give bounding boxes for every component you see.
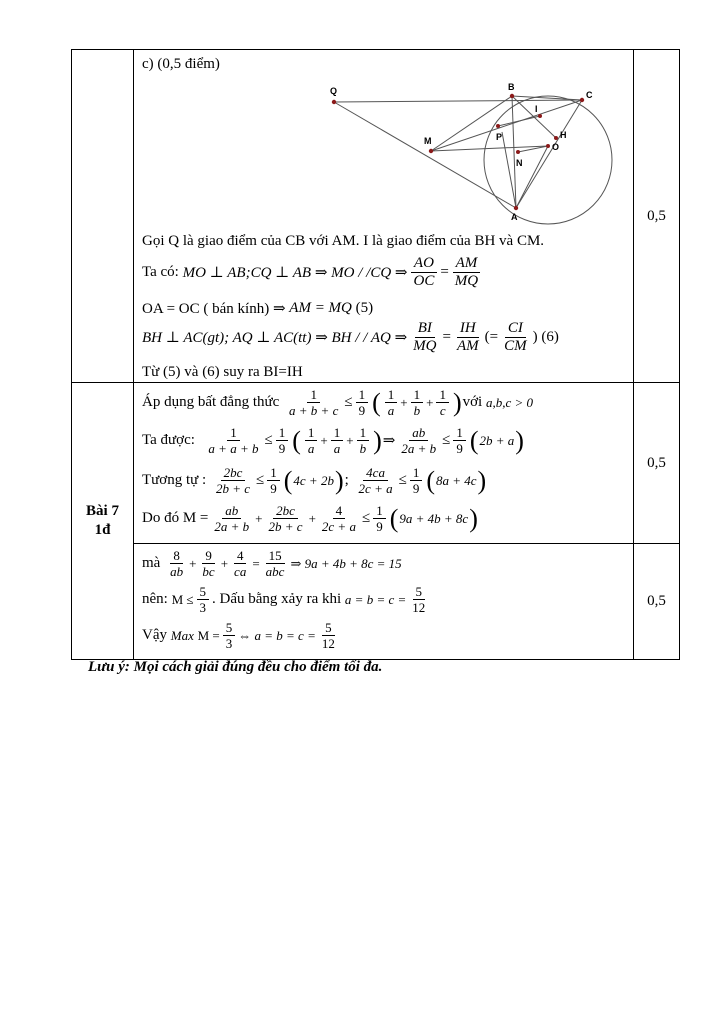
bai7-cell2-line2: nên: M ≤ $\frac{5}{3}$ . Dấu bằng xảy ra khi a = b = c = $\frac{5}{12}$ xyxy=(142,584,426,615)
point-label: M xyxy=(424,136,432,146)
bai7-line2: Ta được: $\frac{1}{a + a + b}$ ≤ $\frac{1}{9}$ ( $\frac{1}{a}$ + $\frac{1}{a}$ + $\frac{1}{b}$ ) ⇒ $\frac{ab}{2a + b}$ ≤ $\frac{1}{9}$ ( 2b + a ) xyxy=(142,425,524,456)
footnote: Lưu ý: Mọi cách giải đúng đều cho điểm tối đa. xyxy=(88,659,383,675)
bai7-line3: Tương tự : $\frac{2bc}{2b + c}$ ≤ $\frac{1}{9}$ ( 4c + 2b ) ; $\frac{4ca}{2c + a}$ ≤ $\frac{1}{9}$ ( 8a + 4c ) xyxy=(142,465,487,496)
point-label: P xyxy=(496,132,503,142)
part-c-heading: c) (0,5 điểm) xyxy=(142,56,220,72)
point-label: I xyxy=(535,104,538,114)
point-label: H xyxy=(560,130,567,140)
point-label: Q xyxy=(330,86,338,96)
bai7-label: Bài 7 1đ xyxy=(72,383,134,660)
bai7-line4: Do đó M = $\frac{ab}{2a + b}$ + $\frac{2bc}{2b + c}$ + $\frac{4}{2c + a}$ ≤ $\frac{1}{9}$ ( 9a + 4b + 8c ) xyxy=(142,503,478,534)
point-label: A xyxy=(511,212,518,222)
part-c-line3: OA = OC ( bán kính) ⇒ AM = MQ (5) xyxy=(142,300,374,317)
geometry-figure xyxy=(330,82,630,222)
part-c-line5: Từ (5) và (6) suy ra BI=IH xyxy=(142,364,303,380)
bai7-cell2-line3: Vậy Max M = $\frac{5}{3}$ ⇔ a = b = c = $\frac{5}{12}$ xyxy=(142,620,335,651)
score-bai7-2: 0,5 xyxy=(634,544,680,660)
bai7-line1: Áp dụng bất đẳng thức $\frac{1}{a + b + c}$ ≤ $\frac{1}{9}$ ( $\frac{1}{a}$ + $\frac{1}{b}$ + $\frac{1}{c}$ ) với a,b,c > 0 xyxy=(142,387,534,418)
point-label: C xyxy=(586,90,593,100)
bai7-cell1 xyxy=(134,383,634,544)
point-label: B xyxy=(508,82,515,92)
part-c-line1: Gọi Q là giao điểm của CB với AM. I là giao điểm của BH và CM. xyxy=(142,233,545,249)
row-part-c xyxy=(72,50,680,383)
part-c-line2: Ta có: MO ⊥ AB;CQ ⊥ AB ⇒ MO / /CQ ⇒ $\frac{AO}{OC}$ = $\frac{AM}{MQ}$ xyxy=(142,255,484,290)
part-c-content xyxy=(134,50,634,383)
grading-table xyxy=(71,49,680,660)
bai7-cell2-line1: mà $\frac{8}{ab}$ + $\frac{9}{bc}$ + $\frac{4}{ca}$ = $\frac{15}{\text{abc}}$ ⇒ 9a + 4b + 8c = 15 xyxy=(142,548,402,579)
score-part-c: 0,5 xyxy=(634,50,680,383)
bai7-cell2 xyxy=(134,544,634,660)
point-label: N xyxy=(516,158,523,168)
empty-label-cell xyxy=(72,50,134,383)
row-bai7-2 xyxy=(72,544,680,660)
part-c-line4: BH ⊥ AC(gt); AQ ⊥ AC(tt) ⇒ BH / / AQ ⇒ $\frac{BI}{MQ}$ = $\frac{IH}{AM}$ (= $\frac{CI}{CM}$ ) (6) xyxy=(142,320,559,354)
row-bai7-1 xyxy=(72,383,680,544)
score-bai7-1: 0,5 xyxy=(634,383,680,544)
point-label: O xyxy=(552,142,560,152)
